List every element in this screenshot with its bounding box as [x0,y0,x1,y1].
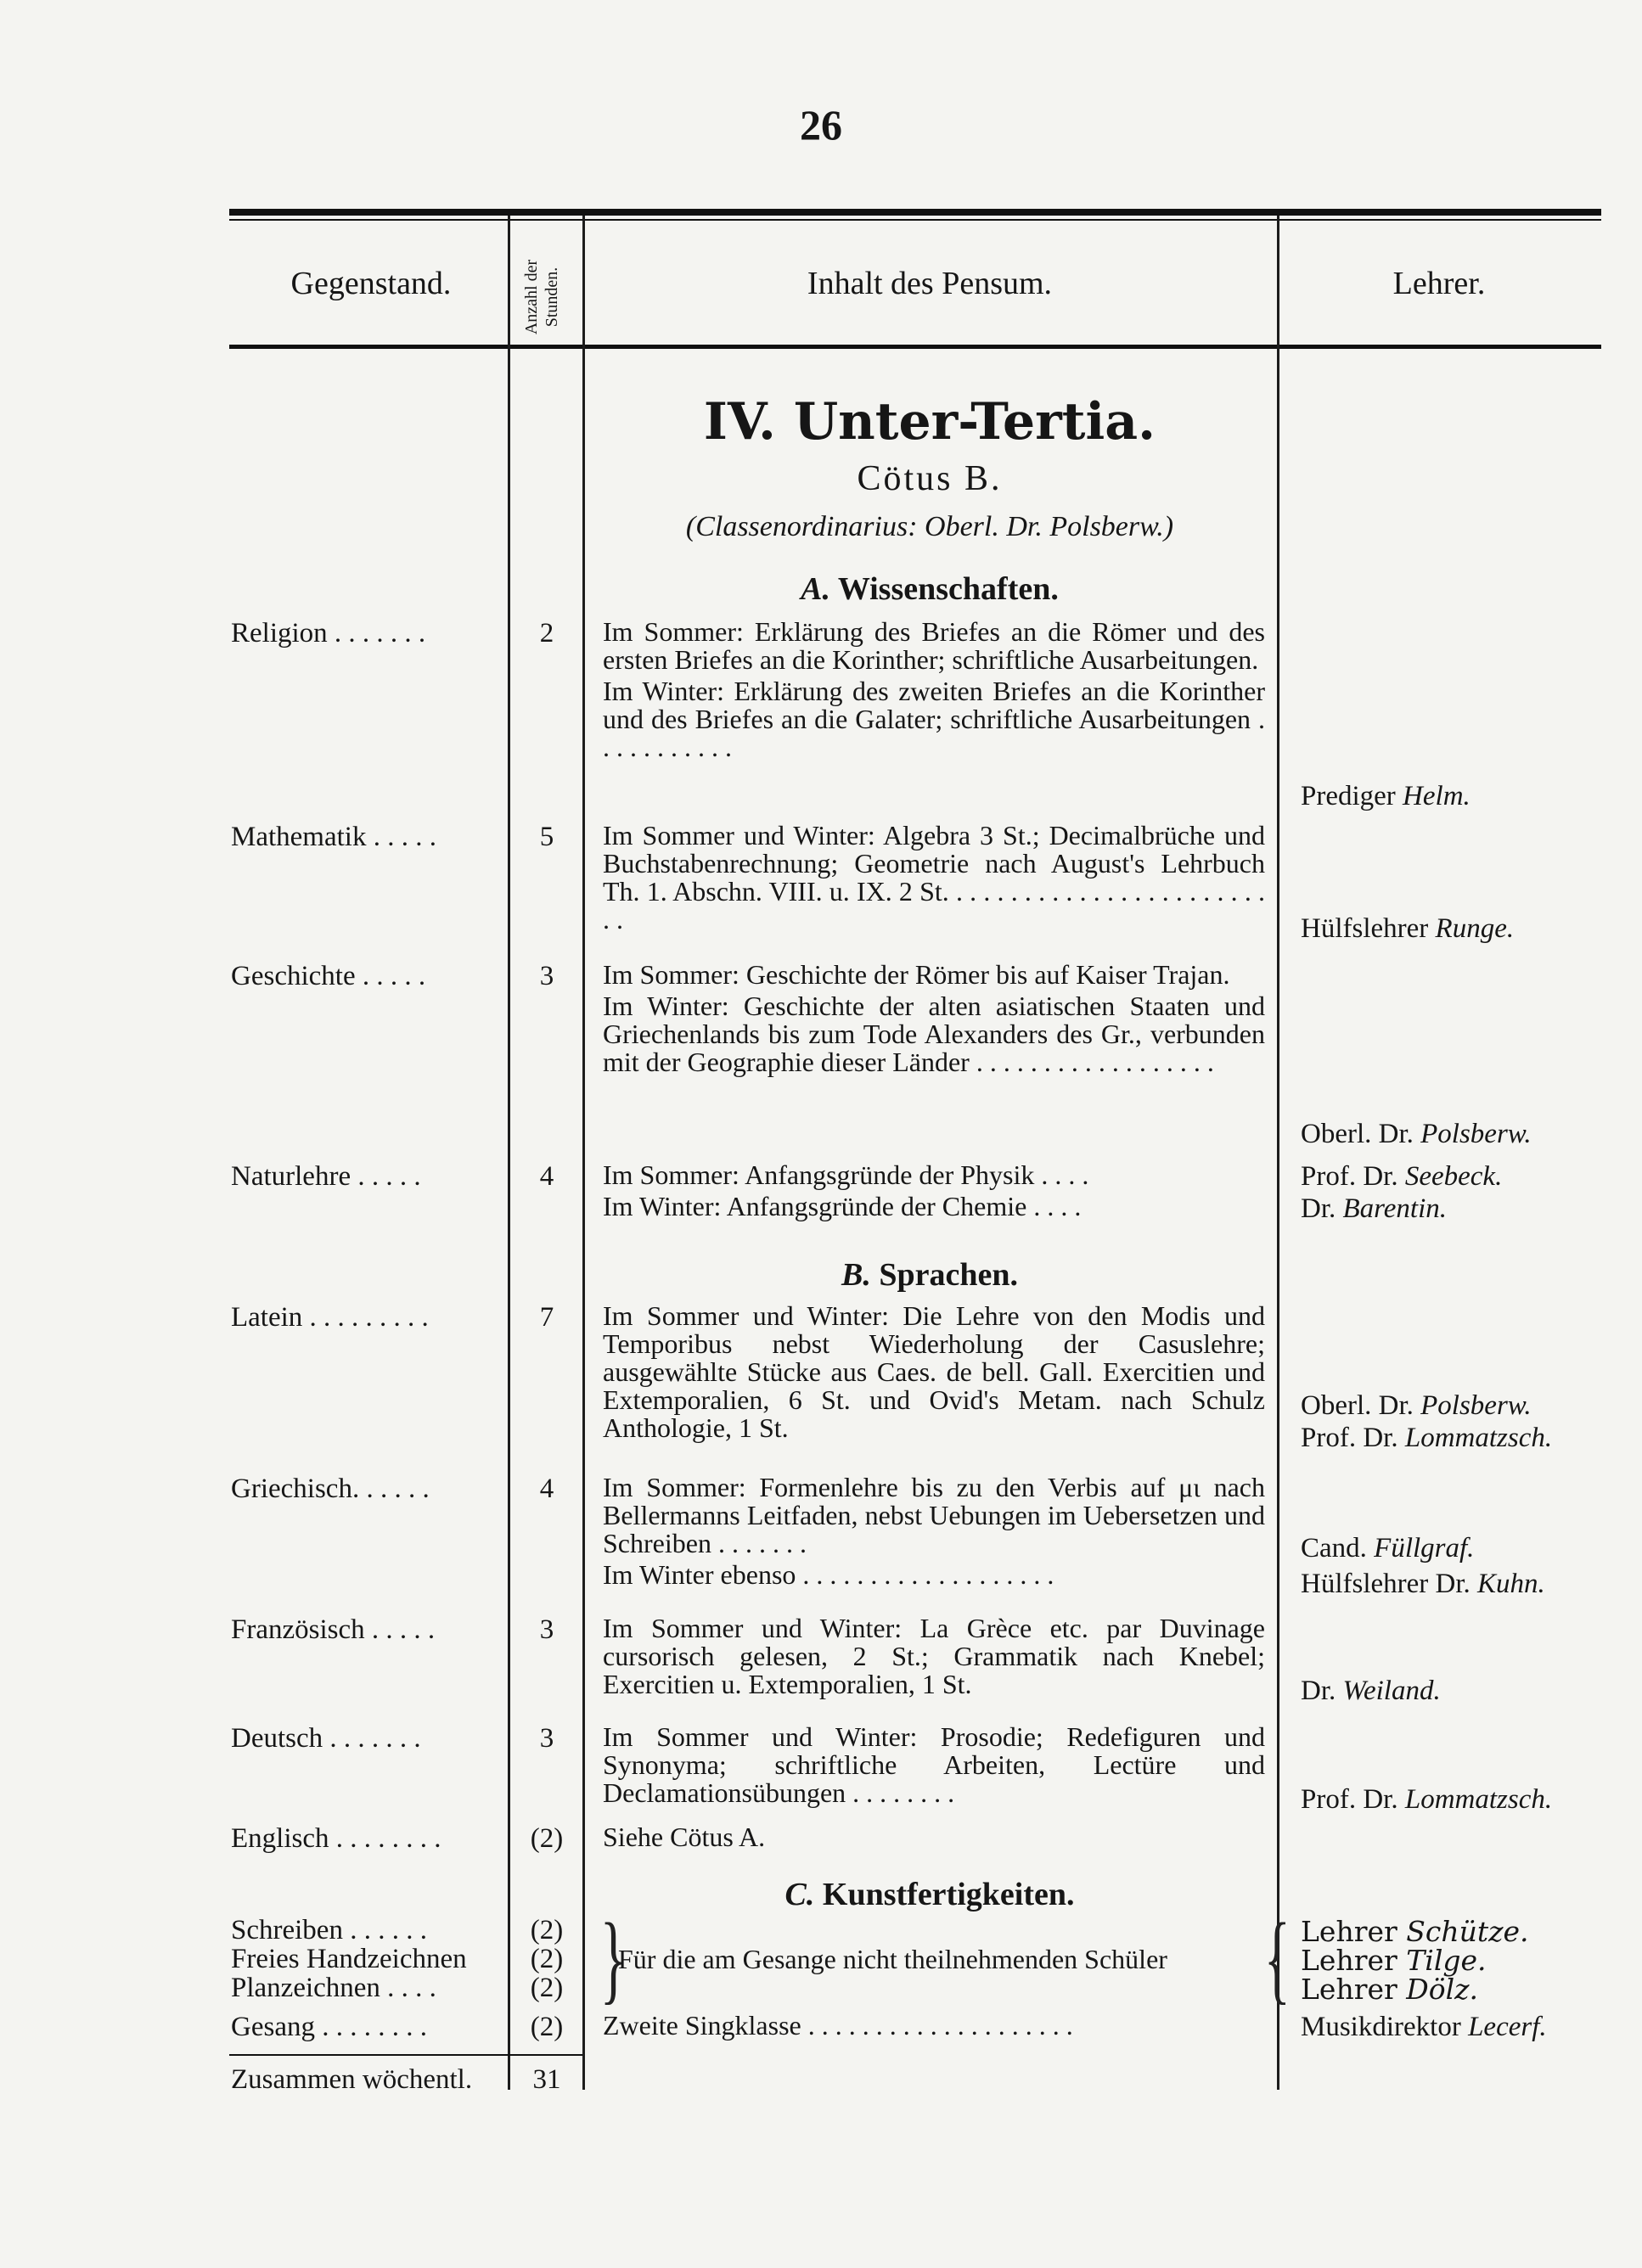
teacher-mathematik [1301,913,1632,945]
content-naturlehre-winter: Im Winter: Anfangsgründe der Chemie . . . . [603,1191,1082,1221]
hours-gesang: (2) [530,2012,564,2042]
teacher-griechisch-1-name: Füllgraf. [1374,1533,1475,1563]
hours-latein: 7 [539,1302,554,1333]
brace-right: { [1263,1902,1291,2013]
hours-englisch: (2) [530,1823,564,1854]
subject-geschichte: Geschichte . . . . . [231,961,426,991]
hours-mathematik: 5 [539,822,554,852]
hours-naturlehre: 4 [539,1161,554,1192]
content-naturlehre-summer: Im Sommer: Anfangsgründe der Physik . . . . [603,1159,1089,1190]
column-line-1 [508,216,510,2090]
teacher-geschichte-name: Polsberw. [1420,1119,1532,1149]
category-c-letter: C. [784,1877,815,1912]
teacher-griechisch-1 [1301,1533,1632,1564]
teacher-naturlehre-2-title: Dr. [1301,1193,1336,1224]
subject-gesang: Gesang . . . . . . . . [231,2012,427,2042]
content-latein [603,1302,1265,1446]
teacher-schreiben-name: Schütze. [1406,1915,1529,1948]
teacher-naturlehre-1 [1301,1161,1632,1193]
header-hours-line1: Anzahl der [522,259,541,335]
content-latein-text: Im Sommer und Winter: Die Lehre von den Modis und Temporibus nebst Wiederholung der Casuslehre; ausgewählte Stücke aus Caes. de bell. Gall. Exercitien und Extemporalien, 6 St. und Ovid's Metam. nach Schulz Anthologie, 1 St. [603,1300,1265,1443]
teacher-mathematik-name: Runge. [1435,913,1515,944]
teacher-franzoesisch [1301,1676,1632,1707]
header-teacher: Lehrer. [1392,266,1486,301]
teacher-franzoesisch-name: Weiland. [1342,1676,1441,1706]
category-b-name: Sprachen. [879,1257,1018,1293]
category-c-name: Kunstfertigkeiten. [822,1877,1075,1912]
hours-franzoesisch: 3 [539,1614,554,1645]
teacher-griechisch-2-name: Kuhn. [1477,1569,1545,1599]
teacher-naturlehre-1-name: Seebeck. [1404,1161,1503,1192]
content-mathematik-text: Im Sommer und Winter: Algebra 3 St.; Decimalbrüche und Buchstabenrechnung; Geometrie nach August's Lehrbuch Th. 1. Abschn. VIII. u. IX. 2 St. . . . . . . . . . . . . . . . . . . . . . . . . . [603,820,1265,935]
column-line-2 [582,216,585,2090]
teacher-handzeichnen-title: Lehrer [1301,1944,1397,1977]
teacher-latein-1-title: Oberl. Dr. [1301,1390,1414,1421]
content-griechisch-summer: Im Sommer: Formenlehre bis zu den Verbis auf μι nach Bellermanns Leitfaden, nebst Uebungen im Uebersetzen und Schreiben . . . . . . . [603,1472,1265,1558]
content-mathematik [603,822,1265,937]
teacher-griechisch-1-title: Cand. [1301,1533,1367,1563]
hours-deutsch: 3 [539,1723,554,1754]
category-b-heading [586,1256,1274,1294]
teacher-gesang-title: Musikdirektor [1301,2012,1461,2042]
teacher-deutsch [1301,1784,1632,1816]
content-geschichte-winter: Im Winter: Geschichte der alten asiatischen Staaten und Griechenlands bis zum Tode Alexanders des Gr., verbunden mit der Geographie dieser Länder . . . . . . . . . . . . . . . . . . [603,991,1265,1077]
content-deutsch [603,1723,1265,1810]
subject-planzeichnen: Planzeichnen . . . . [231,1973,436,2003]
total-label: Zusammen wöchentl. [231,2064,473,2095]
teacher-latein-2-name: Lommatzsch. [1404,1423,1553,1453]
content-englisch [603,1823,1265,1855]
section-ordinarius: (Classenordinarius: Oberl. Dr. Polsberw.) [685,511,1174,542]
top-rule-thin [229,219,1601,221]
content-gesang [603,2012,1265,2043]
subject-religion: Religion . . . . . . . [231,618,426,648]
teacher-griechisch-2 [1301,1569,1632,1600]
total-rule [229,2054,582,2056]
subject-deutsch: Deutsch . . . . . . . [231,1723,421,1754]
header-hours-line2: Stunden. [543,267,561,328]
content-deutsch-text: Im Sommer und Winter: Prosodie; Redefiguren und Synonyma; schriftliche Arbeiten, Lectüre und Declamationsübungen . . . . . . . . [603,1721,1265,1808]
content-religion [603,618,1265,765]
page-number: 26 [800,101,842,149]
section-title: IV. Unter-Tertia. [703,392,1156,452]
subject-naturlehre: Naturlehre . . . . . [231,1161,421,1192]
category-a-letter: A. [801,571,830,607]
teacher-latein-2 [1301,1423,1632,1454]
category-c-heading [586,1876,1274,1913]
teacher-religion-title: Prediger [1301,781,1396,811]
teacher-mathematik-title: Hülfslehrer [1301,913,1429,944]
hours-planzeichnen: (2) [530,1973,564,2003]
teacher-handzeichnen-name: Tilge. [1406,1944,1487,1977]
subject-griechisch: Griechisch. . . . . . [231,1474,430,1504]
content-franzoesisch [603,1614,1265,1702]
teacher-latein-1 [1301,1390,1632,1422]
category-a-heading [586,570,1274,608]
teacher-deutsch-title: Prof. Dr. [1301,1784,1398,1815]
teacher-naturlehre-1-title: Prof. Dr. [1301,1161,1398,1192]
teacher-religion [1301,781,1632,812]
content-naturlehre [603,1161,1265,1224]
teacher-naturlehre-2 [1301,1193,1632,1225]
teacher-geschichte-title: Oberl. Dr. [1301,1119,1414,1149]
teacher-schreiben-title: Lehrer [1301,1915,1397,1948]
header-rule [229,345,1601,349]
subject-handzeichnen: Freies Handzeichnen [231,1944,467,1974]
teacher-religion-name: Helm. [1403,781,1470,811]
content-religion-winter: Im Winter: Erklärung des zweiten Briefes an die Korinther und des Briefes an die Galater; schriftliche Ausarbeitungen . . . . . . . . . . . [603,676,1265,762]
teacher-gesang [1301,2012,1632,2043]
category-a-name: Wissenschaften. [837,571,1059,607]
group-content: Für die am Gesange nicht theilnehmenden Schüler [618,1944,1167,1974]
teacher-naturlehre-2-name: Barentin. [1342,1193,1448,1224]
column-line-3 [1277,216,1279,2090]
header-subject: Gegenstand. [290,266,452,301]
top-rule [229,209,1601,216]
content-religion-summer: Im Sommer: Erklärung des Briefes an die Römer und des ersten Briefes an die Korinther; schriftliche Ausarbeitungen. [603,616,1265,675]
hours-griechisch: 4 [539,1474,554,1504]
section-subtitle: Cötus B. [857,459,1003,498]
hours-schreiben: (2) [530,1915,564,1945]
teacher-deutsch-name: Lommatzsch. [1404,1784,1553,1815]
hours-geschichte: 3 [539,961,554,991]
content-griechisch [603,1474,1265,1592]
content-geschichte-summer: Im Sommer: Geschichte der Römer bis auf Kaiser Trajan. [603,959,1230,990]
teacher-latein-2-title: Prof. Dr. [1301,1423,1398,1453]
teacher-griechisch-2-title: Hülfslehrer Dr. [1301,1569,1470,1599]
subject-latein: Latein . . . . . . . . . [231,1302,429,1333]
teacher-planzeichnen [1301,1973,1632,2006]
content-griechisch-winter: Im Winter ebenso . . . . . . . . . . . . . . . . . . . [603,1559,1054,1590]
hours-handzeichnen: (2) [530,1944,564,1974]
teacher-planzeichnen-name: Dölz. [1406,1973,1479,2006]
content-englisch-text: Siehe Cötus A. [603,1822,766,1852]
brace-left: } [599,1902,627,2013]
subject-franzoesisch: Französisch . . . . . [231,1614,436,1645]
teacher-geschichte [1301,1119,1632,1150]
header-hours [521,233,572,361]
header-content: Inhalt des Pensum. [807,266,1053,301]
teacher-franzoesisch-title: Dr. [1301,1676,1336,1706]
teacher-gesang-name: Lecerf. [1468,2012,1547,2042]
teacher-planzeichnen-title: Lehrer [1301,1973,1397,2006]
subject-englisch: Englisch . . . . . . . . [231,1823,441,1854]
content-gesang-text: Zweite Singklasse . . . . . . . . . . . . . . . . . . . . [603,2010,1073,2041]
total-value: 31 [532,2064,561,2095]
content-geschichte [603,961,1265,1080]
category-b-letter: B. [841,1257,871,1293]
hours-religion: 2 [539,618,554,648]
subject-schreiben: Schreiben . . . . . . [231,1915,427,1945]
teacher-latein-1-name: Polsberw. [1420,1390,1532,1421]
content-franzoesisch-text: Im Sommer und Winter: La Grèce etc. par Duvinage cursorisch gelesen, 2 St.; Grammatik nach Knebel; Exercitien u. Extemporalien, 1 St. [603,1613,1265,1699]
subject-mathematik: Mathematik . . . . . [231,822,436,852]
